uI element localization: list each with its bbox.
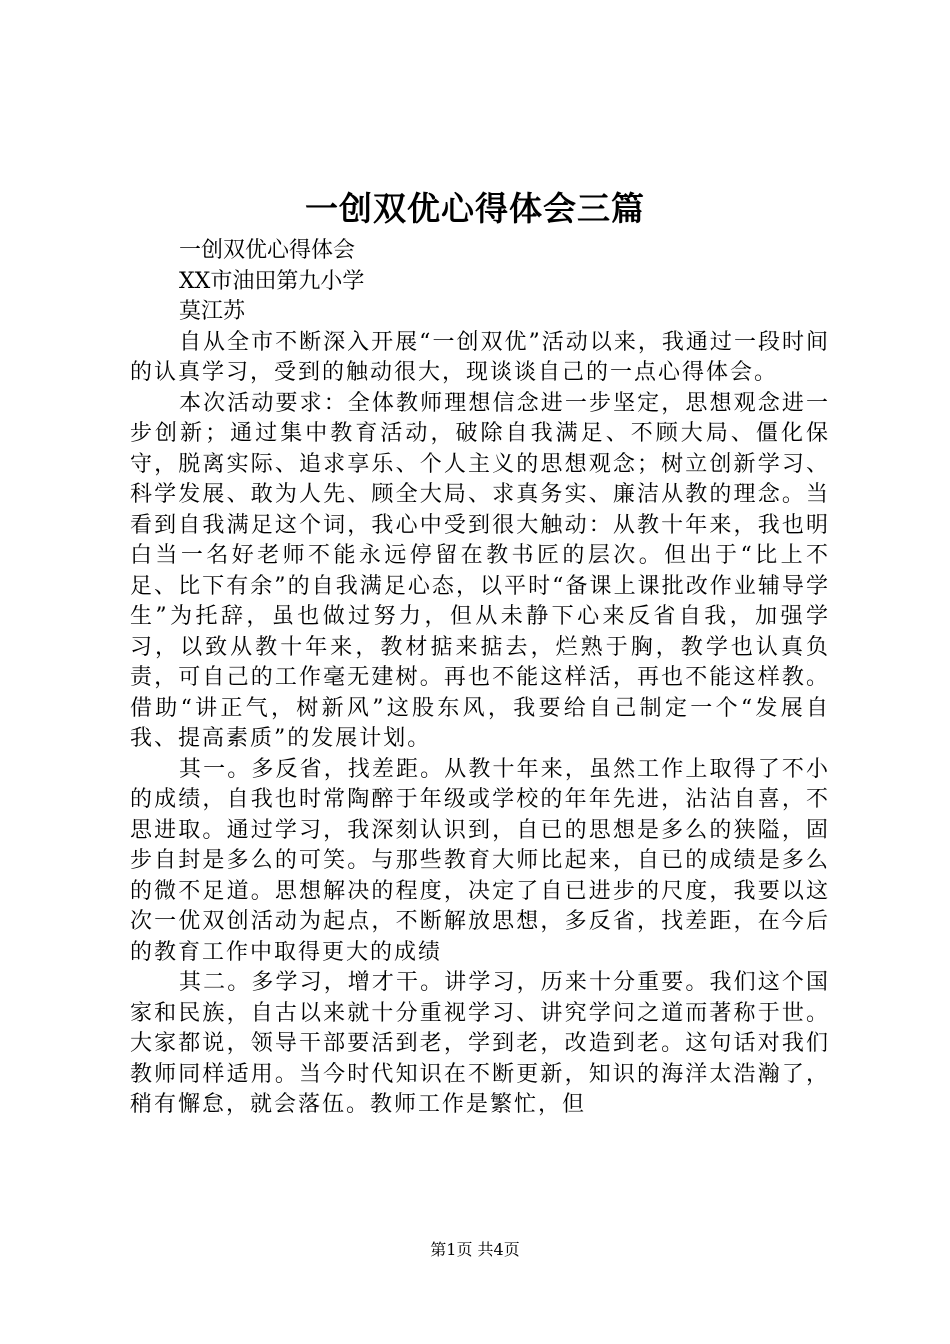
document-body [130,236,830,1121]
paragraph-point-one: 其一。多反省，找差距。从教十年来，虽然工作上取得了不小的成绩，自我也时常陶醉于年级或学校的年年先进，沾沾自喜，不思进取。通过学习，我深刻认识到，自已的思想是多么的狭隘，固步自封是多么的可笑。与那些教育大师比起来，自已的成绩是多么的微不足道。思想解决的程度，决定了自已进步的尺度，我要以这次一优双创活动为起点，不断解放思想，多反省，找差距，在今后的教育工作中取得更大的成绩 [130,756,830,965]
paragraph-point-two: 其二。多学习，增才干。讲学习，历来十分重要。我们这个国家和民族，自古以来就十分重视学习、讲究学问之道而著称于世。大家都说，领导干部要活到老，学到老，改造到老。这句话对我们教师同样适用。当今时代知识在不断更新，知识的海洋太浩瀚了，稍有懈怠，就会落伍。教师工作是繁忙，但 [130,970,830,1117]
author-name: 莫江苏 [179,299,246,324]
paragraph-requirements: 本次活动要求：全体教师理想信念进一步坚定，思想观念进一步创新；通过集中教育活动，破除自我满足、不顾大局、僵化保守，脱离实际、追求享乐、个人主义的思想观念；树立创新学习、科学发展、敢为人先、顾全大局、求真务实、廉洁从教的理念。当看到自我满足这个词，我心中受到很大触动：从教十年来，我也明白当一名好老师不能永远停留在教书匠的层次。但出于“比上不足、比下有余”的自我满足心态，以平时“备课上课批改作业辅导学生”为托辞，虽也做过努力，但从未静下心来反省自我，加强学习，以致从教十年来，教材掂来掂去，烂熟于胸，教学也认真负责，可自己的工作毫无建树。再也不能这样活，再也不能这样教。借助“讲正气，树新风”这股东风，我要给自己制定一个“发展自我、提高素质”的发展计划。 [130,390,830,751]
essay-subtitle: 一创双优心得体会 [179,238,356,263]
page-footer: 第1页 共4页 [430,1240,520,1259]
document-title: 一创双优心得体会三篇 [305,189,645,228]
paragraph-intro: 自从全市不断深入开展“一创双优”活动以来，我通过一段时间的认真学习，受到的触动很大，现谈谈自己的一点心得体会。 [130,329,830,385]
school-name: XX市油田第九小学 [179,268,365,294]
